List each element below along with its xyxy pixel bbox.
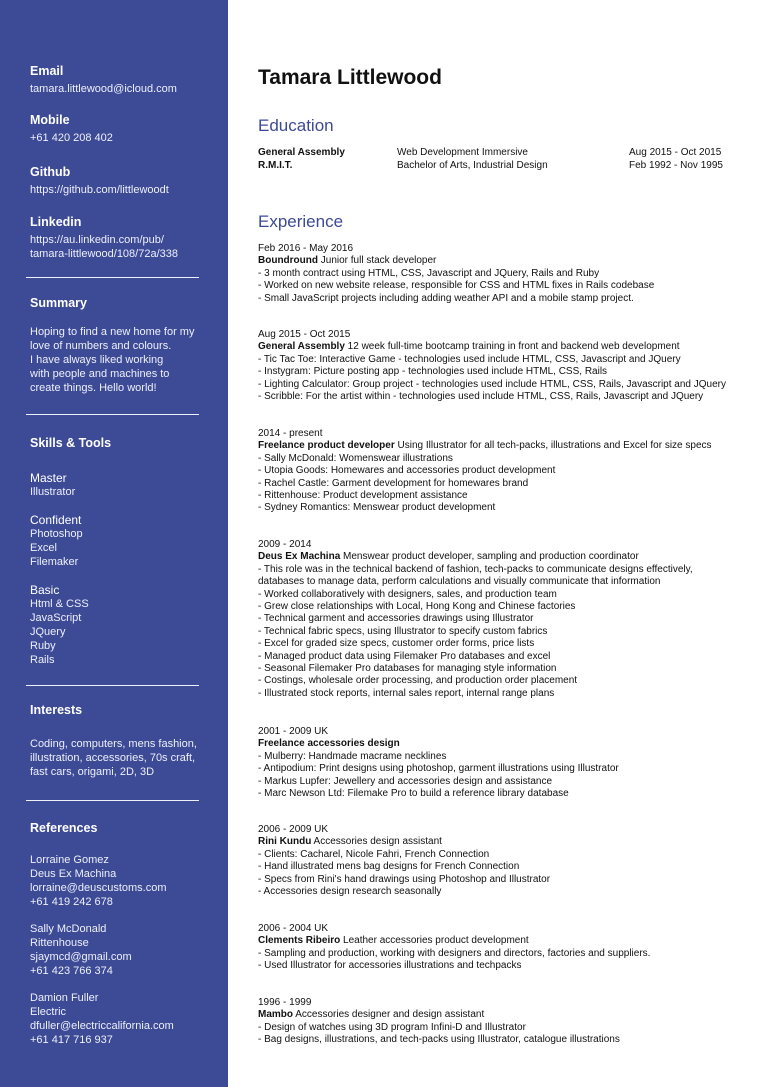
summary-title: Summary [30,296,87,310]
job-company: Deus Ex Machina [258,551,341,563]
job-detail: - Tic Tac Toe: Interactive Game - technologies used include HTML, CSS, Javascript and JQuery [258,353,681,365]
job-detail: - 3 month contract using HTML, CSS, Javascript and JQuery, Rails and Ruby [258,267,600,279]
summary-line: create things. Hello world! [30,382,157,394]
reference-name: Damion Fuller [30,992,99,1004]
divider [26,800,199,801]
job-role: Junior full stack developer [317,255,437,267]
job-role: Leather accessories product development [340,935,529,947]
job-detail: - Technical fabric specs, using Illustrator to specify custom fabrics [258,625,548,637]
education-dates: Aug 2015 - Oct 2015 [629,147,722,158]
interests-text [30,737,205,779]
skills-title: Skills & Tools [30,436,112,450]
education-course: Bachelor of Arts, Industrial Design [397,160,548,171]
skill-item: Rails [30,654,55,666]
summary-line: I have always liked working [30,354,164,366]
experience-entry [258,243,763,305]
job-detail: - Used Illustrator for accessories illustrations and techpacks [258,960,522,972]
job-detail: - Sampling and production, working with designers and directors, factories and suppliers. [258,947,651,959]
divider [26,414,199,415]
references-title: References [30,821,98,835]
job-company: Rini Kundu [258,836,312,848]
references-list [30,853,205,1060]
linkedin-block [30,215,205,261]
education-heading: Education [258,116,334,135]
interests-line: illustration, accessories, 70s craft, [30,752,196,764]
reference-company: Electric [30,1006,67,1018]
job-role: Accessories design assistant [311,836,442,848]
job-detail: - Markus Lupfer: Jewellery and accessories design and assistance [258,775,553,787]
job-detail: - Bag designs, illustrations, and tech-packs using Illustrator, catalogue illustrations [258,1034,620,1046]
job-heading [258,738,763,750]
job-company: General Assembly [258,341,345,353]
experience-entry [258,539,763,700]
job-detail: - Hand illustrated mens bag designs for French Connection [258,861,520,873]
job-detail: - Utopia Goods: Homewares and accessories product development [258,465,556,477]
job-detail: - Specs from Rini's hand drawings using Photoshop and Illustrator [258,873,551,885]
reference-email[interactable]: lorraine@deuscustoms.com [30,882,167,894]
experience-entry [258,923,763,973]
job-detail: - Worked collaboratively with designers, sales, and production team [258,588,557,600]
interests-line: fast cars, origami, 2D, 3D [30,766,155,778]
job-role: Menswear product developer, sampling and production coordinator [340,551,639,563]
job-detail: - Marc Newson Ltd: Filemake Pro to build a reference library database [258,788,569,800]
job-company: Freelance product developer [258,440,395,452]
reference-entry [30,853,205,909]
job-detail: - Accessories design research seasonally [258,886,442,898]
job-date: 2001 - 2009 UK [258,726,329,737]
job-heading [258,1009,763,1021]
reference-email[interactable]: sjaymcd@gmail.com [30,951,132,963]
job-detail: - Seasonal Filemaker Pro databases for managing style information [258,663,557,675]
github-block [30,165,205,197]
interests-title: Interests [30,703,83,717]
job-detail: - Small JavaScript projects including adding weather API and a mobile stamp project. [258,292,634,304]
reference-phone[interactable]: +61 419 242 678 [30,896,113,908]
job-detail: - Rachel Castle: Garment development for homewares brand [258,477,529,489]
reference-email[interactable]: dfuller@electriccalifornia.com [30,1020,174,1032]
linkedin-label: Linkedin [30,215,82,229]
job-date: 2006 - 2004 UK [258,923,329,934]
job-detail: - Sydney Romantics: Menswear product development [258,502,496,514]
job-detail: - Clients: Cacharel, Nicole Fahri, French Connection [258,848,490,860]
reference-entry [30,991,205,1047]
job-detail: - Antipodium: Print designs using photoshop, garment illustrations using Illustrator [258,763,619,775]
experience-entry [258,997,763,1047]
job-role: Accessories designer and design assistant [293,1009,485,1021]
education-school: General Assembly [258,147,345,158]
job-company: Mambo [258,1009,293,1021]
skill-item: Filemaker [30,556,79,568]
job-detail: - Mulberry: Handmade macrame necklines [258,750,447,762]
skill-level: Confident [30,513,82,527]
interests-line: Coding, computers, mens fashion, [30,738,197,750]
job-detail: - Sally McDonald: Womenswear illustrations [258,452,453,464]
page-title: Tamara Littlewood [258,66,442,89]
job-date: Aug 2015 - Oct 2015 [258,329,351,340]
skill-group-confident [30,513,205,569]
job-date: 2009 - 2014 [258,539,312,550]
education-dates: Feb 1992 - Nov 1995 [629,160,723,171]
job-detail: - Illustrated stock reports, internal sales report, internal range plans [258,687,555,699]
reference-name: Sally McDonald [30,923,107,935]
skill-group-basic [30,583,205,667]
email-block [30,64,205,96]
job-date: Feb 2016 - May 2016 [258,243,354,254]
reference-company: Rittenhouse [30,937,89,949]
job-detail: - Design of watches using 3D program Infini-D and Illustrator [258,1021,526,1033]
reference-phone[interactable]: +61 417 716 937 [30,1034,113,1046]
skill-item: JQuery [30,626,66,638]
job-detail: - Scribble: For the artist within - technologies used include HTML, CSS, Rails, Javascript and JQuery [258,391,704,403]
job-heading [258,255,763,267]
experience-heading: Experience [258,212,344,231]
reference-phone[interactable]: +61 423 766 374 [30,965,113,977]
education-school: R.M.I.T. [258,160,293,171]
github-link[interactable]: https://github.com/littlewoodt [30,184,169,196]
job-heading [258,440,763,452]
skill-level: Basic [30,583,60,597]
skill-level: Master [30,471,67,485]
experience-entry [258,726,763,800]
job-date: 2006 - 2009 UK [258,824,329,835]
divider [26,685,199,686]
skill-item: Ruby [30,640,56,652]
summary-line: with people and machines to [30,368,170,380]
experience-entry [258,329,763,403]
skill-item: Html & CSS [30,598,89,610]
job-detail: - Excel for graded size specs, customer order forms, price lists [258,638,535,650]
job-detail: - Costings, wholesale order processing, and production order placement [258,675,578,687]
job-heading [258,551,763,563]
email-label: Email [30,64,64,78]
job-date: 2014 - present [258,428,323,439]
job-role: Using Illustrator for all tech-packs, illustrations and Excel for size specs [394,440,712,452]
mobile-label: Mobile [30,113,70,127]
job-detail: - Managed product data using Filemaker Pro databases and excel [258,650,551,662]
skill-item: Photoshop [30,528,83,540]
job-detail: - Rittenhouse: Product development assistance [258,490,468,502]
skills-list [30,471,205,681]
experience-entry [258,824,763,898]
education-course: Web Development Immersive [397,147,528,158]
job-detail: - Grew close relationships with Local, Hong Kong and Chinese factories [258,601,576,613]
job-heading [258,836,763,848]
job-heading [258,341,763,353]
summary-line: love of numbers and colours. [30,340,172,352]
job-detail: - Worked on new website release, responsible for CSS and HTML fixes in Rails codebase [258,280,655,292]
skill-group-master [30,471,205,499]
mobile-block [30,113,205,145]
job-date: 1996 - 1999 [258,997,312,1008]
reference-entry [30,922,205,978]
job-detail: - Technical garment and accessories drawings using Illustrator [258,613,534,625]
sidebar [0,0,228,1087]
job-detail: - This role was in the technical backend of fashion, tech-packs to communicate designs effectively, [258,563,693,575]
experience-entry [258,428,763,515]
job-heading [258,935,763,947]
github-label: Github [30,165,71,179]
summary-line: Hoping to find a new home for my [30,326,195,338]
job-company: Freelance accessories design [258,738,400,750]
mobile-value[interactable]: +61 420 208 402 [30,132,113,144]
job-role: 12 week full-time bootcamp training in front and backend web development [344,341,680,353]
skill-item: Illustrator [30,486,76,498]
email-value[interactable]: tamara.littlewood@icloud.com [30,83,177,95]
job-company: Clements Ribeiro [258,935,341,947]
job-company: Boundround [258,255,318,267]
divider [26,277,199,278]
job-detail: - Instygram: Picture posting app - technologies used include HTML, CSS, Rails [258,366,608,378]
job-detail: - Lighting Calculator: Group project - technologies used include HTML, CSS, Rails, Javascript and JQuery [258,378,726,390]
summary-text [30,325,205,395]
linkedin-link-line2[interactable]: tamara-littlewood/108/72a/338 [30,248,178,260]
linkedin-link-line1[interactable]: https://au.linkedin.com/pub/ [30,234,164,246]
reference-company: Deus Ex Machina [30,868,117,880]
reference-name: Lorraine Gomez [30,854,109,866]
skill-item: JavaScript [30,612,82,624]
job-detail: databases to manage data, perform calculations and visually communicate that information [258,576,661,588]
skill-item: Excel [30,542,57,554]
